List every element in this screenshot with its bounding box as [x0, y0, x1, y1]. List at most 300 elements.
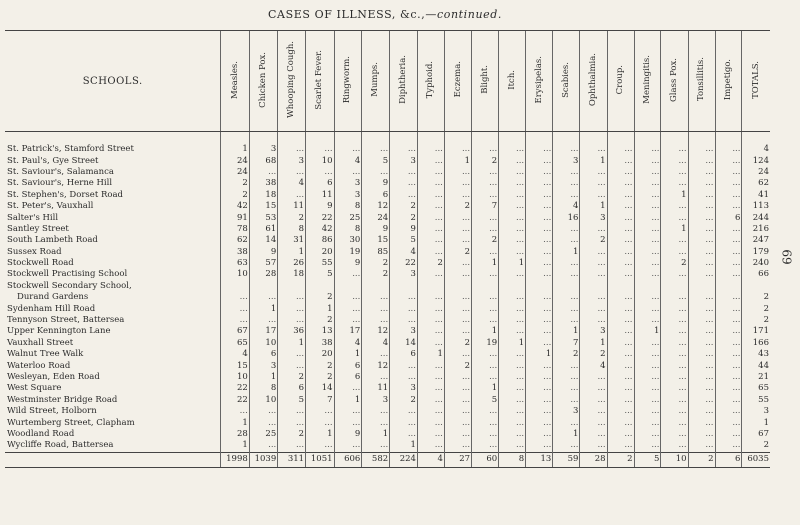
total-cell: 2	[607, 452, 634, 467]
header-row	[5, 31, 770, 132]
table-cell: ...	[417, 212, 444, 223]
table-cell: 166	[742, 338, 770, 349]
table-cell: ...	[607, 372, 634, 383]
table-row	[5, 338, 770, 349]
table-cell: ...	[390, 178, 418, 189]
table-cell: 2	[306, 372, 334, 383]
table-cell: ...	[634, 315, 661, 326]
table-cell: ...	[607, 258, 634, 269]
table-cell: 15	[249, 201, 277, 212]
table-cell: 21	[742, 372, 770, 383]
table-cell	[278, 281, 306, 292]
table-cell	[526, 281, 553, 292]
table-cell	[249, 281, 277, 292]
school-name: Stockwell Road	[7, 258, 74, 269]
table-cell: ...	[553, 315, 580, 326]
school-name: Santley Street	[7, 223, 69, 234]
table-cell: ...	[661, 440, 688, 452]
table-cell: ...	[634, 258, 661, 269]
table-cell: ...	[607, 212, 634, 223]
table-cell: ...	[715, 190, 742, 201]
table-cell: 2	[472, 155, 499, 166]
school-name: Durand Gardens	[17, 292, 89, 303]
title-continued: —continued.	[425, 8, 502, 21]
table-row	[5, 155, 770, 166]
table-cell: ...	[362, 417, 390, 428]
table-cell: ...	[472, 247, 499, 258]
table-cell: ...	[499, 132, 526, 156]
table-cell: 20	[306, 247, 334, 258]
table-cell: 1	[472, 326, 499, 337]
table-cell: ...	[580, 269, 607, 280]
table-cell: 31	[278, 235, 306, 246]
table-cell: ...	[580, 303, 607, 314]
school-name: Salter's Hill	[7, 212, 59, 223]
table-cell	[221, 281, 249, 292]
table-cell: ...	[249, 292, 277, 303]
table-cell: ...	[526, 201, 553, 212]
table-cell: ...	[221, 292, 249, 303]
column-header	[472, 31, 499, 132]
table-cell: ...	[499, 383, 526, 394]
table-cell: 2	[390, 212, 418, 223]
table-row	[5, 235, 770, 246]
table-cell: 2	[362, 258, 390, 269]
school-name: West Square	[7, 383, 62, 394]
table-cell: ...	[472, 360, 499, 371]
table-cell: 3	[334, 190, 362, 201]
table-cell: 42	[306, 224, 334, 235]
table-cell: ...	[526, 383, 553, 394]
table-cell: 38	[306, 338, 334, 349]
table-cell: 28	[221, 429, 249, 440]
table-cell: 4	[742, 132, 770, 156]
table-cell: 12	[362, 201, 390, 212]
table-cell: ...	[688, 395, 715, 406]
table-cell: 1	[661, 190, 688, 201]
table-cell: ...	[417, 417, 444, 428]
school-name: St. Patrick's, Stamford Street	[7, 144, 134, 155]
table-cell: ...	[417, 315, 444, 326]
table-cell: ...	[715, 440, 742, 452]
table-cell: ...	[499, 372, 526, 383]
table-cell: 1	[472, 383, 499, 394]
table-cell	[715, 281, 742, 292]
table-cell: ...	[444, 303, 471, 314]
table-cell: 1	[580, 155, 607, 166]
table-cell	[362, 281, 390, 292]
table-cell: ...	[362, 372, 390, 383]
table-row	[5, 440, 770, 452]
table-cell: ...	[688, 417, 715, 428]
table-cell: ...	[715, 247, 742, 258]
table-cell: ...	[661, 247, 688, 258]
table-cell: 9	[362, 178, 390, 189]
table-cell: ...	[661, 155, 688, 166]
table-cell: ...	[553, 190, 580, 201]
table-cell: 9	[334, 258, 362, 269]
column-header-label: Eczema.	[452, 61, 463, 98]
school-name: St. Saviour's, Herne Hill	[7, 178, 113, 189]
table-cell: ...	[607, 349, 634, 360]
table-cell: 7	[472, 201, 499, 212]
table-cell: 10	[306, 155, 334, 166]
table-cell: ...	[688, 326, 715, 337]
table-cell: 9	[334, 429, 362, 440]
table-cell: ...	[526, 258, 553, 269]
table-cell: ...	[417, 372, 444, 383]
table-cell: ...	[526, 247, 553, 258]
table-cell: 1	[580, 338, 607, 349]
table-cell: ...	[306, 167, 334, 178]
table-row	[5, 372, 770, 383]
school-name: Walnut Tree Walk	[7, 349, 84, 360]
table-cell: ...	[499, 178, 526, 189]
table-cell: 36	[278, 326, 306, 337]
table-cell: ...	[499, 429, 526, 440]
table-cell: ...	[688, 258, 715, 269]
table-cell: ...	[417, 247, 444, 258]
table-cell: ...	[607, 190, 634, 201]
table-cell: 3	[390, 269, 418, 280]
table-cell: ...	[499, 440, 526, 452]
table-cell: 14	[390, 338, 418, 349]
column-header-label: Ringworm.	[342, 55, 353, 104]
table-cell: 22	[221, 395, 249, 406]
table-cell: ...	[444, 417, 471, 428]
school-name: Sussex Road	[7, 246, 62, 257]
table-cell: ...	[634, 292, 661, 303]
table-cell: 15	[362, 235, 390, 246]
column-header	[278, 31, 306, 132]
column-header-label: Meningitis.	[642, 55, 653, 104]
table-cell: 2	[221, 178, 249, 189]
total-cell: 606	[334, 452, 362, 467]
table-cell: ...	[607, 235, 634, 246]
table-cell: ...	[334, 383, 362, 394]
table-cell: ...	[580, 132, 607, 156]
table-cell: ...	[580, 178, 607, 189]
table-cell: ...	[390, 417, 418, 428]
table-cell: ...	[580, 224, 607, 235]
table-cell: 28	[249, 269, 277, 280]
table-cell: 14	[249, 235, 277, 246]
table-cell: ...	[472, 178, 499, 189]
table-cell: ...	[688, 212, 715, 223]
table-cell: ...	[306, 406, 334, 417]
table-cell: 113	[742, 201, 770, 212]
table-cell: ...	[499, 247, 526, 258]
table-cell: ...	[278, 132, 306, 156]
table-cell: ...	[661, 349, 688, 360]
table-cell: 6	[278, 383, 306, 394]
table-cell: 6	[362, 190, 390, 201]
table-cell: 57	[249, 258, 277, 269]
table-cell: ...	[526, 224, 553, 235]
table-cell: 55	[742, 395, 770, 406]
table-cell: 9	[306, 201, 334, 212]
table-cell: ...	[278, 190, 306, 201]
school-name: St. Saviour's, Salamanca	[7, 166, 114, 177]
column-header	[306, 31, 334, 132]
table-cell: ...	[553, 395, 580, 406]
table-cell: ...	[715, 372, 742, 383]
table-cell: ...	[444, 235, 471, 246]
table-cell: 1	[634, 326, 661, 337]
table-cell: ...	[334, 132, 362, 156]
table-cell: 1	[306, 303, 334, 314]
table-cell	[688, 281, 715, 292]
table-cell: ...	[634, 303, 661, 314]
school-name: St. Paul's, Gye Street	[7, 155, 99, 166]
table-cell: ...	[499, 167, 526, 178]
column-header	[553, 31, 580, 132]
column-header	[688, 31, 715, 132]
total-cell: 582	[362, 452, 390, 467]
table-cell: ...	[472, 429, 499, 440]
table-cell: ...	[607, 303, 634, 314]
table-cell: ...	[417, 224, 444, 235]
column-header	[580, 31, 607, 132]
table-cell: ...	[661, 395, 688, 406]
column-header-label: Tonsillitis.	[696, 57, 707, 102]
table-row	[5, 212, 770, 223]
table-cell: ...	[661, 326, 688, 337]
table-cell: ...	[634, 269, 661, 280]
table-cell: ...	[526, 235, 553, 246]
column-header-label: Itch.	[506, 69, 517, 90]
table-cell: ...	[499, 417, 526, 428]
table-cell: 2	[390, 395, 418, 406]
table-cell: ...	[634, 406, 661, 417]
table-cell: 2	[306, 360, 334, 371]
table-cell: 17	[249, 326, 277, 337]
school-name: Wycliffe Road, Battersea	[7, 440, 114, 451]
table-cell: 4	[553, 201, 580, 212]
table-cell: ...	[526, 406, 553, 417]
table-cell: ...	[362, 292, 390, 303]
table-cell: 1	[278, 247, 306, 258]
table-cell	[580, 281, 607, 292]
table-cell: 4	[390, 247, 418, 258]
table-cell: 6	[249, 349, 277, 360]
table-cell: ...	[661, 360, 688, 371]
table-cell: 2	[390, 201, 418, 212]
table-cell: ...	[607, 417, 634, 428]
table-cell: ...	[444, 258, 471, 269]
table-row	[5, 258, 770, 269]
column-header-label: Typhoid.	[425, 60, 436, 99]
school-name: Wurtemberg Street, Clapham	[7, 417, 135, 428]
table-cell: ...	[580, 258, 607, 269]
schools-header: SCHOOLS.	[5, 31, 221, 132]
table-cell: 1	[444, 155, 471, 166]
column-header-label: Measles.	[229, 60, 240, 99]
table-cell: ...	[661, 212, 688, 223]
table-cell: ...	[278, 303, 306, 314]
table-cell: 4	[278, 178, 306, 189]
table-cell: ...	[526, 315, 553, 326]
table-cell: ...	[607, 132, 634, 156]
table-cell: ...	[526, 395, 553, 406]
table-cell: ...	[417, 383, 444, 394]
table-cell: ...	[715, 269, 742, 280]
table-cell	[499, 281, 526, 292]
table-cell: 5	[306, 269, 334, 280]
column-header-label: Ophthalmia.	[588, 52, 599, 107]
table-cell	[306, 281, 334, 292]
table-cell: 2	[661, 258, 688, 269]
table-cell: 8	[249, 383, 277, 394]
table-cell: ...	[472, 372, 499, 383]
table-cell: ...	[634, 212, 661, 223]
column-header-label: Scarlet Fever.	[314, 49, 325, 110]
column-header	[249, 31, 277, 132]
total-cell: 59	[553, 452, 580, 467]
total-cell: 28	[580, 452, 607, 467]
table-cell: 3	[580, 212, 607, 223]
column-header	[417, 31, 444, 132]
table-cell: ...	[715, 132, 742, 156]
table-cell: ...	[278, 349, 306, 360]
table-cell: 85	[362, 247, 390, 258]
table-cell: 67	[221, 326, 249, 337]
table-cell: ...	[499, 360, 526, 371]
table-cell: ...	[499, 395, 526, 406]
table-cell: ...	[634, 235, 661, 246]
table-cell: ...	[634, 201, 661, 212]
table-cell: 5	[362, 155, 390, 166]
table-cell: ...	[661, 269, 688, 280]
table-cell: ...	[417, 178, 444, 189]
table-cell: ...	[444, 429, 471, 440]
table-cell: 65	[742, 383, 770, 394]
total-cell: 60	[472, 452, 499, 467]
total-cell: 224	[390, 452, 418, 467]
table-cell: ...	[306, 417, 334, 428]
table-cell: 7	[553, 338, 580, 349]
table-cell: ...	[390, 292, 418, 303]
table-cell: ...	[444, 178, 471, 189]
table-cell: ...	[661, 372, 688, 383]
title-text: CASES OF ILLNESS, &c.,	[268, 8, 426, 21]
table-cell: ...	[715, 201, 742, 212]
table-cell: ...	[417, 406, 444, 417]
table-cell: 91	[221, 212, 249, 223]
table-cell: 1	[221, 132, 249, 156]
table-cell: ...	[417, 201, 444, 212]
table-cell: ...	[553, 372, 580, 383]
table-cell: 11	[278, 201, 306, 212]
column-header-label: TOTALS.	[750, 60, 761, 99]
table-cell: ...	[499, 224, 526, 235]
table-cell: 24	[742, 167, 770, 178]
totals-row	[5, 452, 770, 467]
table-cell: ...	[607, 440, 634, 452]
table-cell: ...	[444, 372, 471, 383]
column-header	[499, 31, 526, 132]
school-name: Wesleyan, Eden Road	[7, 372, 100, 382]
total-cell: 1051	[306, 452, 334, 467]
table-cell: 2	[742, 315, 770, 326]
column-header	[607, 31, 634, 132]
table-cell: ...	[553, 383, 580, 394]
table-cell: ...	[526, 429, 553, 440]
table-cell: ...	[390, 406, 418, 417]
table-cell: ...	[661, 429, 688, 440]
table-cell: ...	[278, 167, 306, 178]
table-cell: ...	[580, 167, 607, 178]
table-cell: ...	[580, 417, 607, 428]
table-cell: 3	[553, 406, 580, 417]
table-cell: ...	[661, 292, 688, 303]
table-cell: ...	[390, 315, 418, 326]
illness-table	[5, 30, 770, 468]
table-cell: ...	[526, 190, 553, 201]
table-cell: ...	[526, 326, 553, 337]
table-cell: ...	[661, 235, 688, 246]
table-cell: ...	[526, 360, 553, 371]
table-cell: ...	[472, 224, 499, 235]
table-cell: ...	[715, 235, 742, 246]
table-cell: ...	[334, 167, 362, 178]
table-cell: ...	[334, 315, 362, 326]
table-cell: ...	[715, 383, 742, 394]
table-cell: 22	[306, 212, 334, 223]
table-cell: 1	[553, 326, 580, 337]
table-cell: 1	[221, 440, 249, 452]
table-cell: 2	[444, 247, 471, 258]
table-cell: ...	[634, 247, 661, 258]
table-cell: 4	[580, 360, 607, 371]
table-cell: ...	[580, 395, 607, 406]
table-cell: ...	[472, 406, 499, 417]
table-cell: ...	[634, 395, 661, 406]
table-cell: ...	[499, 326, 526, 337]
table-cell: ...	[661, 406, 688, 417]
table-cell: ...	[390, 372, 418, 383]
table-cell: 9	[390, 224, 418, 235]
table-cell: 5	[278, 395, 306, 406]
table-cell: ...	[417, 167, 444, 178]
table-cell: ...	[661, 167, 688, 178]
table-row	[5, 269, 770, 280]
table-cell: 3	[278, 155, 306, 166]
total-cell: 8	[499, 452, 526, 467]
table-row	[5, 417, 770, 428]
column-header-label: Glass Pox.	[669, 57, 680, 102]
table-cell: ...	[417, 440, 444, 452]
table-cell: ...	[688, 167, 715, 178]
table-cell: ...	[499, 292, 526, 303]
table-row	[5, 167, 770, 178]
table-cell: ...	[688, 440, 715, 452]
column-header-label: Erysipelas.	[533, 55, 544, 104]
table-cell: 4	[334, 338, 362, 349]
table-cell: ...	[634, 429, 661, 440]
table-cell: ...	[715, 303, 742, 314]
table-cell: ...	[553, 167, 580, 178]
table-cell: 1	[499, 258, 526, 269]
table-cell: ...	[444, 349, 471, 360]
table-cell: 6	[715, 212, 742, 223]
table-cell: 1	[526, 349, 553, 360]
table-cell: ...	[634, 360, 661, 371]
table-cell: ...	[472, 315, 499, 326]
table-cell: 3	[742, 406, 770, 417]
column-header-label: Chicken Pox.	[258, 51, 269, 108]
table-cell: ...	[417, 292, 444, 303]
